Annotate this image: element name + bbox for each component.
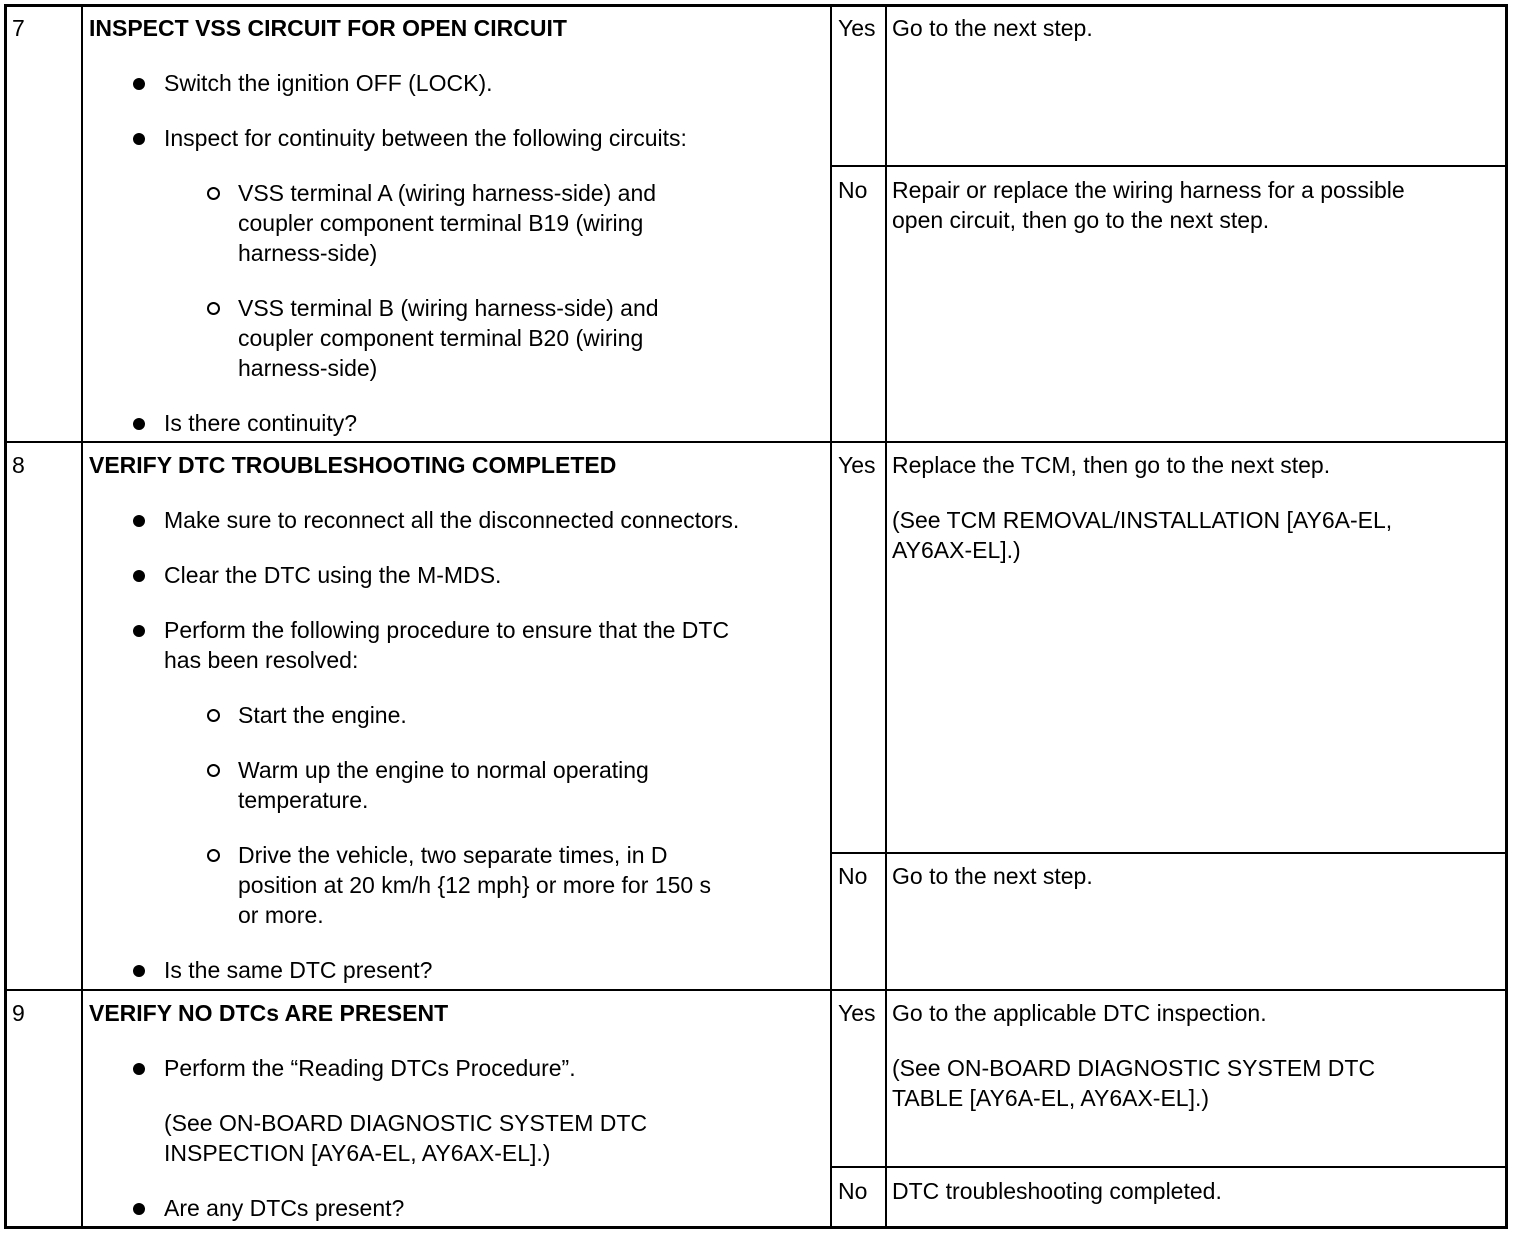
- sub-list-item-line: VSS terminal A (wiring harness-side) and: [238, 180, 657, 206]
- sub-list-item-line: coupler component terminal B20 (wiring: [238, 325, 644, 351]
- yes-reference-line: AY6AX-EL].): [892, 537, 1021, 563]
- step-number: 8: [12, 452, 25, 478]
- yes-no-divider-9: [830, 1166, 1505, 1168]
- list-item: Perform the “Reading DTCs Procedure”.: [164, 1055, 576, 1081]
- yes-no-divider-8: [830, 852, 1505, 854]
- sub-bullet-icon: [207, 302, 220, 315]
- list-item: Switch the ignition OFF (LOCK).: [164, 70, 493, 96]
- sub-list-item-line: temperature.: [238, 787, 369, 813]
- column-divider-action: [830, 7, 832, 1226]
- step-title: INSPECT VSS CIRCUIT FOR OPEN CIRCUIT: [89, 15, 567, 41]
- yes-reference-line: (See ON-BOARD DIAGNOSTIC SYSTEM DTC: [892, 1055, 1376, 1081]
- sub-bullet-icon: [207, 709, 220, 722]
- row-divider-7-8: [7, 441, 1505, 443]
- bullet-icon: [133, 625, 145, 637]
- sub-list-item-line: Warm up the engine to normal operating: [238, 757, 649, 783]
- no-label: No: [838, 1178, 868, 1204]
- step-title: VERIFY DTC TROUBLESHOOTING COMPLETED: [89, 452, 617, 478]
- step-title: VERIFY NO DTCs ARE PRESENT: [89, 1000, 449, 1026]
- no-label: No: [838, 177, 868, 203]
- yes-label: Yes: [838, 452, 876, 478]
- bullet-icon: [133, 78, 145, 90]
- bullet-icon: [133, 133, 145, 145]
- bullet-icon: [133, 515, 145, 527]
- yes-label: Yes: [838, 1000, 876, 1026]
- yes-action: Go to the next step.: [892, 15, 1093, 41]
- sub-bullet-icon: [207, 764, 220, 777]
- yes-no-divider-7: [830, 165, 1505, 167]
- step-number: 9: [12, 1000, 25, 1026]
- sub-list-item-line: or more.: [238, 902, 324, 928]
- bullet-icon: [133, 965, 145, 977]
- sub-bullet-icon: [207, 187, 220, 200]
- sub-bullet-icon: [207, 849, 220, 862]
- sub-list-item-line: Start the engine.: [238, 702, 407, 728]
- question: Is the same DTC present?: [164, 957, 433, 983]
- row-divider-8-9: [7, 989, 1505, 991]
- question: Is there continuity?: [164, 410, 358, 436]
- sub-list-item-line: Drive the vehicle, two separate times, in D: [238, 842, 668, 868]
- sub-list-item-line: coupler component terminal B19 (wiring: [238, 210, 644, 236]
- yes-reference-line: TABLE [AY6A-EL, AY6AX-EL].): [892, 1085, 1210, 1111]
- column-divider-step: [81, 7, 83, 1226]
- bullet-icon: [133, 570, 145, 582]
- list-item-line: Perform the following procedure to ensure that the DTC: [164, 617, 730, 643]
- reference-line: INSPECTION [AY6A-EL, AY6AX-EL].): [164, 1140, 551, 1166]
- bullet-icon: [133, 418, 145, 430]
- list-item: Clear the DTC using the M-MDS.: [164, 562, 502, 588]
- question: Are any DTCs present?: [164, 1195, 405, 1221]
- bullet-icon: [133, 1063, 145, 1075]
- sub-list-item-line: harness-side): [238, 240, 378, 266]
- bullet-icon: [133, 1203, 145, 1215]
- sub-list-item-line: harness-side): [238, 355, 378, 381]
- sub-list-item-line: VSS terminal B (wiring harness-side) and: [238, 295, 659, 321]
- yes-action: Replace the TCM, then go to the next step.: [892, 452, 1331, 478]
- yes-label: Yes: [838, 15, 876, 41]
- no-action-line: Repair or replace the wiring harness for a possible: [892, 177, 1405, 203]
- column-divider-result: [885, 7, 887, 1226]
- list-item-line: has been resolved:: [164, 647, 359, 673]
- yes-action: Go to the applicable DTC inspection.: [892, 1000, 1267, 1026]
- step-number: 7: [12, 15, 25, 41]
- list-item: Inspect for continuity between the following circuits:: [164, 125, 687, 151]
- no-action-line: open circuit, then go to the next step.: [892, 207, 1270, 233]
- yes-reference-line: (See TCM REMOVAL/INSTALLATION [AY6A-EL,: [892, 507, 1393, 533]
- list-item: Make sure to reconnect all the disconnected connectors.: [164, 507, 740, 533]
- reference-line: (See ON-BOARD DIAGNOSTIC SYSTEM DTC: [164, 1110, 648, 1136]
- sub-list-item-line: position at 20 km/h {12 mph} or more for 150 s: [238, 872, 712, 898]
- no-label: No: [838, 863, 868, 889]
- no-action: DTC troubleshooting completed.: [892, 1178, 1222, 1204]
- no-action: Go to the next step.: [892, 863, 1093, 889]
